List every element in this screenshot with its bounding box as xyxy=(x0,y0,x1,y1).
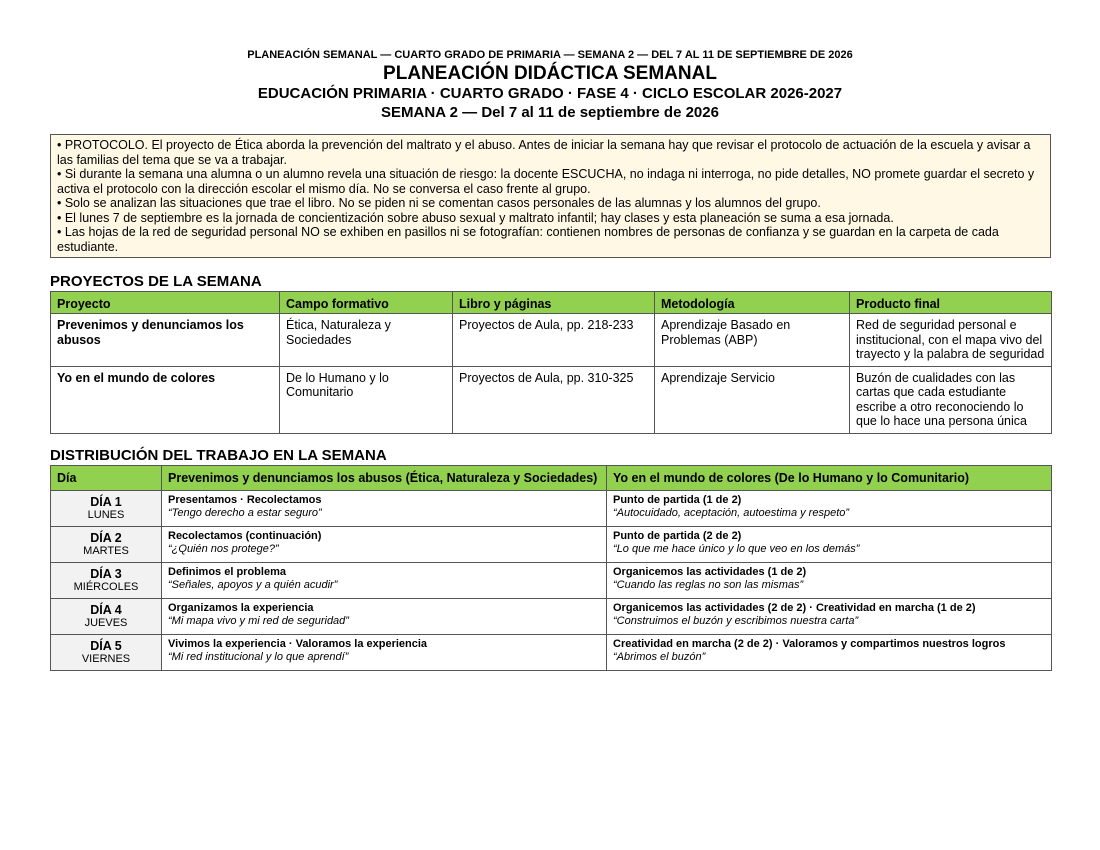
project-2-cell xyxy=(607,527,1052,563)
project-2-cell xyxy=(607,491,1052,527)
day-cell xyxy=(51,599,162,635)
projects-header-row xyxy=(51,292,1052,314)
projects-table xyxy=(50,291,1052,434)
note-item: • El lunes 7 de septiembre es la jornada de concientización sobre abuso sexual y maltrato infantil; hay clases y esta planeación se suma a esa jornada. xyxy=(57,210,894,225)
day-number: DÍA 4 xyxy=(90,603,122,617)
session-title: Recolectamos (continuación) xyxy=(168,530,322,542)
session-quote: “Autocuidado, aceptación, autoestima y respeto” xyxy=(613,507,850,519)
project-1-cell xyxy=(162,635,607,671)
document-header xyxy=(50,48,1050,122)
table-row xyxy=(51,635,1052,671)
project-2-cell xyxy=(607,599,1052,635)
col-header-product: Producto final xyxy=(850,292,1052,314)
table-row xyxy=(51,563,1052,599)
project-1-cell xyxy=(162,491,607,527)
project-1-cell xyxy=(162,527,607,563)
document-title: PLANEACIÓN DIDÁCTICA SEMANAL xyxy=(383,63,717,84)
note-item: • PROTOCOLO. El proyecto de Ética aborda la prevención del maltrato y el abuso. Antes de iniciar la semana hay que revisar el protocolo de actuación de la escuela y avisar a las familias del tema que se va a trabajar. xyxy=(57,138,1031,167)
session-title: Vivimos la experiencia · Valoramos la experiencia xyxy=(168,638,428,650)
session-quote: “¿Quién nos protege?” xyxy=(168,543,279,555)
distribution-section-title: DISTRIBUCIÓN DEL TRABAJO EN LA SEMANA xyxy=(50,447,387,464)
day-cell xyxy=(51,563,162,599)
note-item: • Si durante la semana una alumna o un alumno revela una situación de riesgo: la docente ESCUCHA, no indaga ni interroga, no pide detalles, NO promete guardar el secreto y activa el protocolo con la dirección escolar el mismo día. No se conversa el caso frente al grupo. xyxy=(57,167,1035,196)
day-number: DÍA 1 xyxy=(90,495,122,509)
project-name: Yo en el mundo de colores xyxy=(51,366,280,433)
project-name: Prevenimos y denunciamos los abusos xyxy=(51,314,280,367)
session-quote: “Lo que me hace único y lo que veo en los demás” xyxy=(613,543,860,555)
note-item: • Las hojas de la red de seguridad personal NO se exhiben en pasillos ni se fotografían: contienen nombres de personas de confianza y se guardan en la carpeta de cada estudiante. xyxy=(57,225,999,254)
project-2-cell xyxy=(607,635,1052,671)
project-field: Ética, Naturaleza y Sociedades xyxy=(280,314,453,367)
session-title: Punto de partida (1 de 2) xyxy=(613,494,742,506)
distribution-header-row xyxy=(51,466,1052,491)
project-1-cell xyxy=(162,563,607,599)
table-row xyxy=(51,314,1052,367)
col-header-project-2: Yo en el mundo de colores (De lo Humano y lo Comunitario) xyxy=(607,466,1052,491)
col-header-project-1: Prevenimos y denunciamos los abusos (Ética, Naturaleza y Sociedades) xyxy=(162,466,607,491)
session-title: Organicemos las actividades (2 de 2) · Creatividad en marcha (1 de 2) xyxy=(613,602,976,614)
session-title: Punto de partida (2 de 2) xyxy=(613,530,742,542)
project-method: Aprendizaje Basado en Problemas (ABP) xyxy=(655,314,850,367)
col-header-book: Libro y páginas xyxy=(453,292,655,314)
project-product: Red de seguridad personal e institucional, con el mapa vivo del trayecto y la palabra de seguridad xyxy=(850,314,1052,367)
day-number: DÍA 3 xyxy=(90,567,122,581)
table-row xyxy=(51,599,1052,635)
project-book: Proyectos de Aula, pp. 218-233 xyxy=(453,314,655,367)
day-number: DÍA 5 xyxy=(90,639,122,653)
table-row xyxy=(51,366,1052,433)
project-method: Aprendizaje Servicio xyxy=(655,366,850,433)
distribution-table xyxy=(50,465,1052,671)
session-quote: “Construimos el buzón y escribimos nuestra carta” xyxy=(613,615,859,627)
header-top-line: PLANEACIÓN SEMANAL — CUARTO GRADO DE PRIMARIA — SEMANA 2 — DEL 7 AL 11 DE SEPTIEMBRE DE 2026 xyxy=(247,49,853,61)
table-row xyxy=(51,491,1052,527)
projects-section-title: PROYECTOS DE LA SEMANA xyxy=(50,273,262,290)
session-quote: “Abrimos el buzón” xyxy=(613,651,706,663)
day-cell xyxy=(51,635,162,671)
weekday-name: JUEVES xyxy=(84,617,128,629)
project-field: De lo Humano y lo Comunitario xyxy=(280,366,453,433)
table-row xyxy=(51,527,1052,563)
session-quote: “Mi mapa vivo y mi red de seguridad” xyxy=(168,615,349,627)
project-2-cell xyxy=(607,563,1052,599)
session-title: Definimos el problema xyxy=(168,566,286,578)
day-cell xyxy=(51,491,162,527)
project-product: Buzón de cualidades con las cartas que cada estudiante escribe a otro reconociendo lo que lo hace una persona única xyxy=(850,366,1052,433)
session-quote: “Tengo derecho a estar seguro” xyxy=(168,507,322,519)
session-title: Organizamos la experiencia xyxy=(168,602,314,614)
document-subtitle: EDUCACIÓN PRIMARIA · CUARTO GRADO · FASE 4 · CICLO ESCOLAR 2026-2027 xyxy=(257,85,843,102)
session-quote: “Mi red institucional y lo que aprendí” xyxy=(168,651,349,663)
note-item: • Solo se analizan las situaciones que trae el libro. No se piden ni se comentan casos personales de las alumnas y los alumnos del grupo. xyxy=(57,196,821,210)
session-title: Creatividad en marcha (2 de 2) · Valoramos y compartimos nuestros logros xyxy=(613,638,1006,650)
weekday-name: LUNES xyxy=(87,509,125,521)
col-header-method: Metodología xyxy=(655,292,850,314)
day-cell xyxy=(51,527,162,563)
protocol-notes-box xyxy=(50,134,1051,258)
session-title: Presentamos · Recolectamos xyxy=(168,494,322,506)
session-quote: “Señales, apoyos y a quién acudir” xyxy=(168,579,338,591)
weekday-name: VIERNES xyxy=(81,653,131,665)
col-header-project: Proyecto xyxy=(51,292,280,314)
col-header-day: Día xyxy=(51,466,162,491)
project-1-cell xyxy=(162,599,607,635)
week-range: SEMANA 2 — Del 7 al 11 de septiembre de 2026 xyxy=(381,104,719,121)
session-quote: “Cuando las reglas no son las mismas” xyxy=(613,579,804,591)
weekday-name: MARTES xyxy=(83,545,129,557)
col-header-field: Campo formativo xyxy=(280,292,453,314)
weekday-name: MIÉRCOLES xyxy=(73,581,139,593)
session-title: Organicemos las actividades (1 de 2) xyxy=(613,566,807,578)
day-number: DÍA 2 xyxy=(90,531,122,545)
project-book: Proyectos de Aula, pp. 310-325 xyxy=(453,366,655,433)
